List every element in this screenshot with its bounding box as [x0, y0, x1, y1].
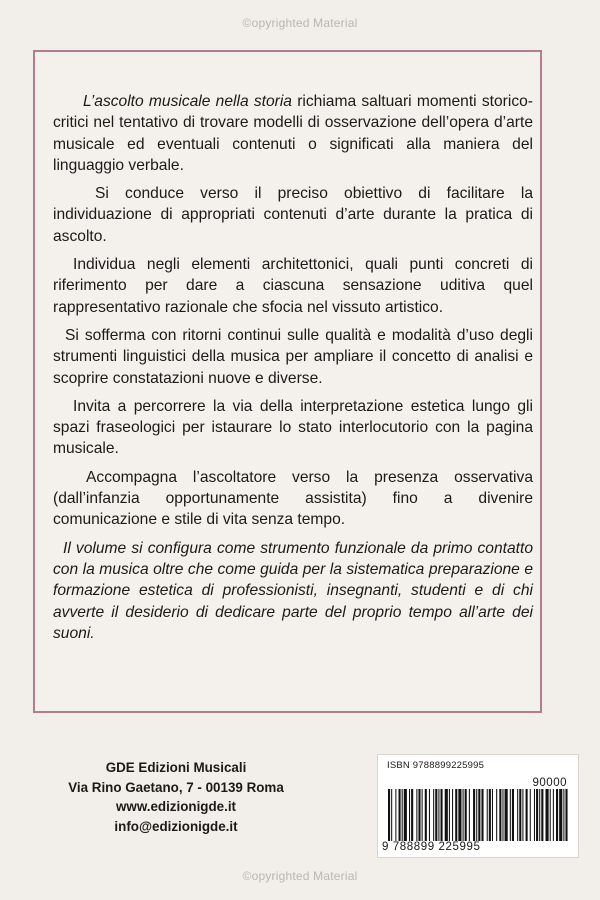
barcode-bar — [517, 789, 518, 841]
barcode-bar — [553, 789, 554, 841]
barcode-bar — [559, 789, 562, 841]
barcode-bar — [404, 789, 407, 841]
barcode-bar — [526, 789, 528, 841]
barcode-bar — [449, 789, 450, 841]
barcode-bar — [563, 789, 564, 841]
barcode-bar — [395, 789, 396, 841]
publisher-info — [54, 758, 298, 836]
barcode-bar — [541, 789, 543, 841]
barcode-bar — [433, 789, 434, 841]
barcode-bar — [425, 789, 427, 841]
barcode-bar — [546, 789, 549, 841]
barcode-bar — [481, 789, 483, 841]
barcode-bar — [534, 789, 535, 841]
watermark-bottom: ©opyrighted Material — [242, 869, 358, 883]
barcode-bar — [536, 789, 538, 841]
blurb-paragraph-5: Invita a percorrere la via della interpretazione estetica lungo gli spazi fraseologici per istaurare lo stato interlocutorio con la pagina musicale. — [53, 397, 533, 458]
barcode-box — [377, 754, 579, 858]
barcode-bar — [469, 789, 470, 841]
barcode-bar — [465, 789, 467, 841]
publisher-name: GDE Edizioni Musicali — [105, 760, 247, 775]
blurb-paragraph-1 — [53, 91, 533, 176]
isbn-label: ISBN 9788899225995 — [387, 760, 485, 771]
book-title-italic: L’ascolto musicale nella storia — [83, 93, 292, 110]
barcode-bar — [519, 789, 521, 841]
barcode-bar — [422, 789, 423, 841]
barcode-bar — [550, 789, 551, 841]
barcode-bars-icon — [387, 789, 571, 841]
publisher-address: Via Rino Gaetano, 7 - 00139 Roma — [68, 779, 284, 795]
barcode-bar — [510, 789, 511, 841]
barcode-bar — [496, 789, 497, 841]
blurb-paragraph-4: Si sofferma con ritorni continui sulle qualità e modalità d’uso degli strumenti linguistici della musica per ampliare il concetto di analisi e scoprire constatazioni nuove e diverse. — [53, 326, 533, 387]
blurb-paragraph-7: Il volume si configura come strumento funzionale da primo contatto con la musica oltre che come guida per la sistematica preparazione e formazione estetica di professionisti, insegnanti, studenti e di chi avverte il desiderio di dedicare parte del proprio tempo all’arte dei suoni. — [53, 539, 533, 642]
publisher-email: info@edizionigde.it — [114, 818, 238, 834]
barcode-bar — [438, 789, 439, 841]
barcode-bar — [455, 789, 457, 841]
barcode-bar — [489, 789, 491, 841]
barcode-bar — [487, 789, 488, 841]
barcode-bar — [399, 789, 401, 841]
barcode-bar — [556, 789, 558, 841]
barcode-bar — [505, 789, 508, 841]
barcode-bar — [565, 789, 567, 841]
blurb-paragraph-6: Accompagna l’ascoltatore verso la presenza osservativa (dall’infanzia opportunamente assistita) fino a divenire comunicazione e stile di vita senza tempo. — [53, 468, 533, 529]
barcode-bar — [463, 789, 464, 841]
blurb-paragraph-3: Individua negli elementi architettonici, quali punti concreti di riferimento per dare a ciascuna sensazione uditiva quel rappresentativo razionale che sfocia nel vissuto artistico. — [53, 256, 533, 316]
barcode-bar — [441, 789, 443, 841]
barcode-bar — [409, 789, 410, 841]
barcode-bar — [478, 789, 480, 841]
barcode-bar — [530, 789, 531, 841]
barcode-digits: 9 788899 225995 — [382, 841, 481, 853]
barcode-bar — [499, 789, 501, 841]
watermark-top: ©opyrighted Material — [242, 16, 358, 30]
blurb-paragraph-2: Si conduce verso il preciso obiettivo di facilitare la individuazione di appropriati contenuti d’arte durante la pratica di ascolto. — [53, 185, 533, 245]
barcode-bar — [539, 789, 540, 841]
barcode-bar — [435, 789, 437, 841]
barcode-bar — [391, 789, 392, 841]
barcode-bar — [445, 789, 448, 841]
barcode-bar — [416, 789, 417, 841]
barcode-bar — [402, 789, 403, 841]
barcode-bar — [429, 789, 430, 841]
barcode-bar — [458, 789, 461, 841]
barcode-bar — [418, 789, 420, 841]
barcode-bar — [473, 789, 475, 841]
barcode-bar — [492, 789, 493, 841]
barcode-bar — [411, 789, 413, 841]
barcode-bar — [388, 789, 390, 841]
barcode-bar — [476, 789, 477, 841]
barcode-bar — [512, 789, 514, 841]
back-cover-blurb — [53, 91, 533, 645]
price-code: 90000 — [532, 777, 567, 789]
publisher-website: www.edizionigde.it — [115, 799, 237, 814]
blurb-paragraph-1-text: richiama saltuari momenti storico-critici nel tentativo di trovare modelli di osservazione dell’opera d’arte musicale ed eventuali contenuti o significati alla maniera del linguaggio verbale. — [53, 93, 533, 174]
barcode-bar — [452, 789, 453, 841]
barcode-bar — [522, 789, 523, 841]
barcode-bar — [502, 789, 503, 841]
